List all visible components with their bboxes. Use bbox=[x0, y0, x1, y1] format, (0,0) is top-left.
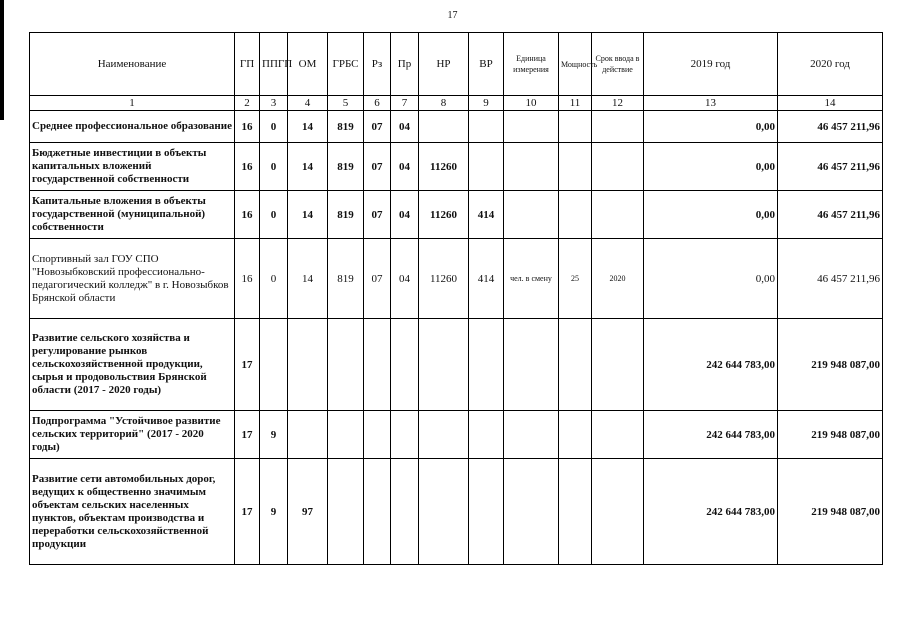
cell-term bbox=[592, 191, 644, 239]
column-number: 13 bbox=[644, 96, 778, 111]
budget-table bbox=[29, 32, 883, 565]
cell-grbs bbox=[328, 319, 364, 411]
cell-pr: 04 bbox=[391, 143, 419, 191]
cell-unit bbox=[504, 319, 559, 411]
table-row bbox=[30, 411, 883, 459]
cell-grbs: 819 bbox=[328, 143, 364, 191]
column-number: 12 bbox=[592, 96, 644, 111]
header-cell: ГП bbox=[235, 33, 260, 96]
row-name: Спортивный зал ГОУ СПО "Новозыбковский профессионально-педагогический колледж" в г. Новозыбков Брянской области bbox=[30, 239, 235, 319]
cell-grbs: 819 bbox=[328, 191, 364, 239]
cell-term bbox=[592, 143, 644, 191]
cell-nr: 11260 bbox=[419, 239, 469, 319]
header-cell: Наименование bbox=[30, 33, 235, 96]
header-cell: Пр bbox=[391, 33, 419, 96]
cell-nr bbox=[419, 411, 469, 459]
cell-rz: 07 bbox=[364, 191, 391, 239]
cell-2020: 219 948 087,00 bbox=[778, 411, 883, 459]
cell-unit bbox=[504, 143, 559, 191]
header-cell: 2019 год bbox=[644, 33, 778, 96]
cell-om: 97 bbox=[288, 459, 328, 565]
cell-gp: 16 bbox=[235, 111, 260, 143]
header-cell: ОМ bbox=[288, 33, 328, 96]
header-cell: Мощность bbox=[559, 33, 592, 96]
cell-2019: 242 644 783,00 bbox=[644, 459, 778, 565]
cell-power: 25 bbox=[559, 239, 592, 319]
cell-term bbox=[592, 319, 644, 411]
cell-unit bbox=[504, 411, 559, 459]
page-number: 17 bbox=[447, 10, 458, 21]
cell-2019: 0,00 bbox=[644, 191, 778, 239]
header-row bbox=[30, 33, 883, 96]
cell-grbs bbox=[328, 459, 364, 565]
column-number: 9 bbox=[469, 96, 504, 111]
cell-ppgp bbox=[260, 319, 288, 411]
column-number: 10 bbox=[504, 96, 559, 111]
cell-gp: 17 bbox=[235, 411, 260, 459]
cell-vr bbox=[469, 411, 504, 459]
cell-gp: 16 bbox=[235, 143, 260, 191]
cell-power bbox=[559, 411, 592, 459]
header-cell: 2020 год bbox=[778, 33, 883, 96]
cell-term bbox=[592, 111, 644, 143]
cell-gp: 16 bbox=[235, 191, 260, 239]
row-name: Бюджетные инвестиции в объекты капитальных вложений государственной собственности bbox=[30, 143, 235, 191]
cell-term bbox=[592, 459, 644, 565]
column-number: 3 bbox=[260, 96, 288, 111]
cell-term bbox=[592, 411, 644, 459]
header-cell: Срок ввода в действие bbox=[592, 33, 644, 96]
cell-pr: 04 bbox=[391, 111, 419, 143]
cell-2020: 219 948 087,00 bbox=[778, 319, 883, 411]
table-row bbox=[30, 143, 883, 191]
column-number: 1 bbox=[30, 96, 235, 111]
table-row bbox=[30, 239, 883, 319]
cell-vr: 414 bbox=[469, 239, 504, 319]
row-name: Развитие сети автомобильных дорог, ведущих к общественно значимым объектам сельских населенных пунктов, объектам производства и переработки сельскохозяйственной продукции bbox=[30, 459, 235, 565]
cell-pr: 04 bbox=[391, 239, 419, 319]
cell-2020: 46 457 211,96 bbox=[778, 239, 883, 319]
cell-rz bbox=[364, 319, 391, 411]
column-number-row bbox=[30, 96, 883, 111]
column-number: 8 bbox=[419, 96, 469, 111]
column-number: 5 bbox=[328, 96, 364, 111]
cell-om bbox=[288, 319, 328, 411]
cell-nr bbox=[419, 319, 469, 411]
cell-vr bbox=[469, 459, 504, 565]
cell-pr bbox=[391, 411, 419, 459]
cell-gp: 16 bbox=[235, 239, 260, 319]
cell-2020: 46 457 211,96 bbox=[778, 143, 883, 191]
cell-vr bbox=[469, 111, 504, 143]
cell-2020: 219 948 087,00 bbox=[778, 459, 883, 565]
column-number: 7 bbox=[391, 96, 419, 111]
cell-ppgp: 0 bbox=[260, 191, 288, 239]
cell-rz: 07 bbox=[364, 239, 391, 319]
table-row bbox=[30, 111, 883, 143]
column-number: 14 bbox=[778, 96, 883, 111]
cell-ppgp: 0 bbox=[260, 111, 288, 143]
cell-ppgp: 0 bbox=[260, 239, 288, 319]
cell-vr: 414 bbox=[469, 191, 504, 239]
cell-2019: 0,00 bbox=[644, 143, 778, 191]
header-cell: Рз bbox=[364, 33, 391, 96]
row-name: Развитие сельского хозяйства и регулирование рынков сельскохозяйственной продукции, сырья и продовольствия Брянской области (2017 - 2020 годы) bbox=[30, 319, 235, 411]
cell-2020: 46 457 211,96 bbox=[778, 191, 883, 239]
cell-pr bbox=[391, 459, 419, 565]
column-number: 4 bbox=[288, 96, 328, 111]
cell-power bbox=[559, 319, 592, 411]
cell-grbs bbox=[328, 411, 364, 459]
cell-om: 14 bbox=[288, 143, 328, 191]
cell-rz bbox=[364, 411, 391, 459]
cell-ppgp: 9 bbox=[260, 411, 288, 459]
cell-gp: 17 bbox=[235, 459, 260, 565]
cell-om: 14 bbox=[288, 239, 328, 319]
cell-power bbox=[559, 111, 592, 143]
cell-om: 14 bbox=[288, 191, 328, 239]
cell-grbs: 819 bbox=[328, 239, 364, 319]
cell-ppgp: 9 bbox=[260, 459, 288, 565]
column-number: 11 bbox=[559, 96, 592, 111]
cell-2019: 0,00 bbox=[644, 111, 778, 143]
cell-rz: 07 bbox=[364, 143, 391, 191]
cell-vr bbox=[469, 319, 504, 411]
cell-nr bbox=[419, 459, 469, 565]
column-number: 2 bbox=[235, 96, 260, 111]
cell-om: 14 bbox=[288, 111, 328, 143]
cell-unit bbox=[504, 111, 559, 143]
cell-gp: 17 bbox=[235, 319, 260, 411]
cell-unit bbox=[504, 191, 559, 239]
cell-rz: 07 bbox=[364, 111, 391, 143]
cell-rz bbox=[364, 459, 391, 565]
cell-nr: 11260 bbox=[419, 143, 469, 191]
cell-power bbox=[559, 459, 592, 565]
cell-unit bbox=[504, 459, 559, 565]
cell-grbs: 819 bbox=[328, 111, 364, 143]
cell-2020: 46 457 211,96 bbox=[778, 111, 883, 143]
cell-ppgp: 0 bbox=[260, 143, 288, 191]
cell-pr bbox=[391, 319, 419, 411]
cell-om bbox=[288, 411, 328, 459]
header-cell: ППГП bbox=[260, 33, 288, 96]
table-row bbox=[30, 319, 883, 411]
cell-unit: чел. в смену bbox=[504, 239, 559, 319]
cell-power bbox=[559, 143, 592, 191]
table-row bbox=[30, 459, 883, 565]
cell-2019: 242 644 783,00 bbox=[644, 319, 778, 411]
header-cell: НР bbox=[419, 33, 469, 96]
row-name: Капитальные вложения в объекты государственной (муниципальной) собственности bbox=[30, 191, 235, 239]
cell-pr: 04 bbox=[391, 191, 419, 239]
header-cell: ВР bbox=[469, 33, 504, 96]
row-name: Подпрограмма "Устойчивое развитие сельских территорий" (2017 - 2020 годы) bbox=[30, 411, 235, 459]
cell-term: 2020 bbox=[592, 239, 644, 319]
cell-vr bbox=[469, 143, 504, 191]
table-row bbox=[30, 191, 883, 239]
cell-power bbox=[559, 191, 592, 239]
header-cell: Единица измерения bbox=[504, 33, 559, 96]
row-name: Среднее профессиональное образование bbox=[30, 111, 235, 143]
column-number: 6 bbox=[364, 96, 391, 111]
cell-2019: 0,00 bbox=[644, 239, 778, 319]
cell-nr bbox=[419, 111, 469, 143]
cell-nr: 11260 bbox=[419, 191, 469, 239]
header-cell: ГРБС bbox=[328, 33, 364, 96]
cell-2019: 242 644 783,00 bbox=[644, 411, 778, 459]
